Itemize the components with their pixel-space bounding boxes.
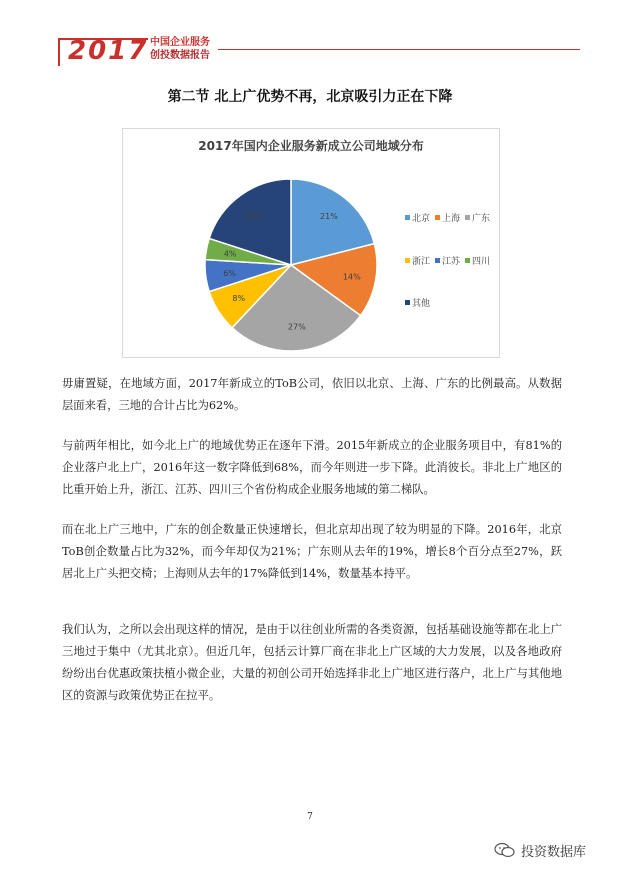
paragraph-3: 而在北上广三地中，广东的创企数量正快速增长，但北京却出现了较为明显的下降。2016年，北京ToB创企数量占比为32%，而今年却仅为21%；广东则从去年的19%，增长8个百分点至27%，跃居北上广头把交椅；上海则从去年的17%降低到14%，数量基本持平。 bbox=[62, 523, 562, 580]
logo-year: 2017 bbox=[68, 36, 149, 66]
legend-swatch-jiangsu bbox=[435, 258, 440, 263]
pie-label-other: 20% bbox=[245, 210, 264, 220]
pie-label-jiangsu: 6% bbox=[223, 268, 236, 278]
logo-line-2: 创投数据报告 bbox=[150, 50, 210, 61]
legend-swatch-beijing bbox=[405, 215, 410, 220]
legend-label-sichuan: 四川 bbox=[472, 257, 491, 267]
legend-label-shanghai: 上海 bbox=[442, 214, 461, 224]
legend-swatch-sichuan bbox=[465, 258, 470, 263]
legend-swatch-zhejiang bbox=[405, 258, 410, 263]
legend-swatch-guangdong bbox=[465, 215, 470, 220]
watermark-text: 投资数据库 bbox=[521, 844, 587, 860]
paragraph-2: 与前两年相比，如今北上广的地域优势正在逐年下滑。2015年新成立的企业服务项目中，有81%的企业落户北上广，2016年这一数字降低到68%，而今年则进一步下降。此消彼长。非北上广地区的比重开始上升，浙江、江苏、四川三个省份构成企业服务地域的第二梯队。 bbox=[62, 439, 562, 496]
paragraph-4: 我们认为，之所以会出现这样的情况，是由于以往创业所需的各类资源，包括基础设施等都在北上广三地过于集中（尤其北京）。但近几年，包括云计算厂商在非北上广区域的大力发展，以及各地政府纷纷出台优惠政策扶植小微企业，大量的初创公司开始选择非北上广地区进行落户，北上广与其他地区的资源与政策优势正在拉平。 bbox=[62, 623, 562, 702]
watermark bbox=[494, 840, 586, 860]
legend-swatch-other bbox=[405, 300, 410, 305]
wechat-icon bbox=[494, 842, 516, 858]
logo-line-1: 中国企业服务 bbox=[150, 37, 210, 48]
paragraph-1: 毋庸置疑，在地域方面，2017年新成立的ToB公司，依旧以北京、上海、广东的比例最高。从数据层面来看，三地的合计占比为62%。 bbox=[62, 377, 562, 412]
pie-label-guangdong: 27% bbox=[287, 322, 306, 332]
legend-label-jiangsu: 江苏 bbox=[442, 257, 461, 267]
header-rule bbox=[218, 49, 580, 50]
legend-swatch-shanghai bbox=[435, 215, 440, 220]
pie-chart-svg bbox=[123, 129, 499, 357]
report-header bbox=[58, 34, 538, 70]
legend-label-guangdong: 广东 bbox=[472, 214, 491, 224]
legend-label-beijing: 北京 bbox=[412, 214, 431, 224]
logo-subtitle bbox=[150, 36, 210, 62]
page-number: 7 bbox=[307, 812, 313, 822]
pie-label-beijing: 21% bbox=[320, 212, 338, 222]
section-title: 第二节 北上广优势不再，北京吸引力正在下降 bbox=[167, 89, 453, 105]
pie-chart bbox=[122, 128, 500, 358]
pie-label-zhejiang: 8% bbox=[232, 294, 246, 304]
pie-label-sichuan: 4% bbox=[223, 249, 237, 259]
pie-label-shanghai: 14% bbox=[342, 272, 361, 282]
chart-title: 2017年国内企业服务新成立公司地域分布 bbox=[198, 139, 424, 153]
legend-label-zhejiang: 浙江 bbox=[412, 257, 431, 267]
legend-label-other: 其他 bbox=[412, 299, 431, 309]
